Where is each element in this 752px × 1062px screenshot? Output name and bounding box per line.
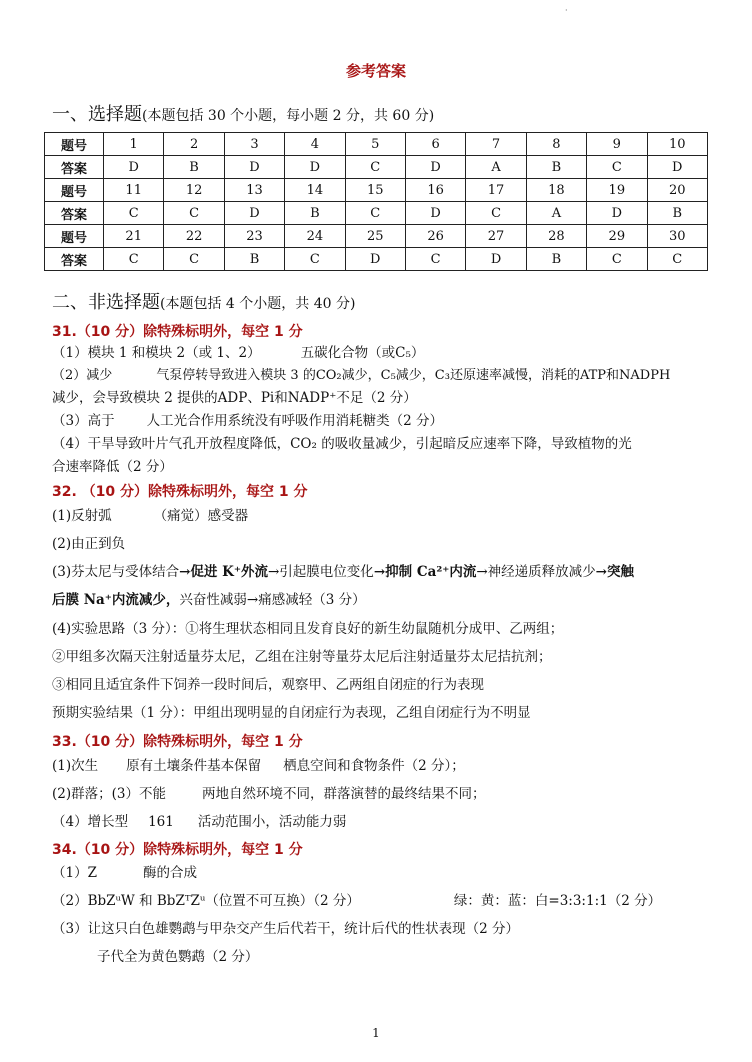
q33-line3 [52,813,712,831]
q34-l2a: （2）BbZᵘW 和 BbZᵀZᵘ（位置不可互换）（2 分） [52,893,360,909]
q34-line3: （3）让这只白色雄鹦鹉与甲杂交产生后代若干，统计后代的性状表现（2 分） [52,921,519,937]
q32-l4-2: 兴奋性减弱→痛感减轻（3 分） [179,592,366,608]
page-number: 1 [372,1026,380,1040]
q34-l1a: （1）Z [52,865,97,881]
answer-cell: B [526,156,586,179]
section2-heading [52,288,355,314]
q32-l3-3: →引起膜电位变化 [268,564,374,580]
q31-line6: 合速率降低（2 分） [52,459,173,475]
q32-heading: 32. （10 分）除特殊标明外，每空 1 分 [52,484,308,500]
q34-line1 [52,864,712,882]
question-number-cell: 20 [647,179,707,202]
question-number-label: 题号 [45,133,104,156]
question-number-cell: 16 [405,179,465,202]
q31-line4 [52,412,712,430]
answer-cell: D [345,248,405,271]
answer-cell: B [164,156,224,179]
q31-l2b: 气泵停转导致进入模块 3 的CO₂减少，C₅减少，C₃还原速率减慢，消耗的ATP和NADPH [156,368,671,383]
question-number-cell: 7 [466,133,526,156]
answer-cell: A [466,156,526,179]
question-number-cell: 24 [285,225,345,248]
answer-cell: D [285,156,345,179]
q32-line8: 预期实验结果（1 分）：甲组出现明显的自闭症行为表现，乙组自闭症行为不明显 [52,705,531,721]
q34-line4: 子代全为黄色鹦鹉（2 分） [97,949,259,965]
question-number-row [45,179,708,202]
q33-heading: 33.（10 分）除特殊标明外，每空 1 分 [52,734,303,750]
answer-cell: C [587,156,647,179]
q34-line2 [52,892,712,910]
question-number-cell: 27 [466,225,526,248]
q32-line3 [52,563,712,581]
question-number-cell: 9 [587,133,647,156]
question-number-cell: 15 [345,179,405,202]
question-number-cell: 3 [224,133,284,156]
question-number-cell: 12 [164,179,224,202]
answer-cell: D [224,156,284,179]
question-number-cell: 8 [526,133,586,156]
q33-l3c: 活动范围小，活动能力弱 [197,814,347,830]
answer-cell: C [164,248,224,271]
question-number-cell: 1 [104,133,164,156]
q32-line1 [52,507,712,525]
q33-l3a: （4）增长型 [52,814,129,830]
question-number-cell: 11 [104,179,164,202]
q31-l4a: （3）高于 [52,413,115,429]
q32-l3-5: →神经递质释放减少 [476,564,596,580]
q31-heading: 31.（10 分）除特殊标明外，每空 1 分 [52,324,303,340]
q31-l4b: 人工光合作用系统没有呼吸作用消耗糖类（2 分） [146,413,443,429]
q31-line1 [52,344,712,362]
q34-l1b: 酶的合成 [142,865,197,881]
answer-cell: D [104,156,164,179]
q31-l2a: （2）减少 [52,368,113,383]
q33-l1a: (1)次生 [52,758,99,774]
question-number-cell: 30 [647,225,707,248]
answer-cell: C [587,248,647,271]
answer-cell: C [104,248,164,271]
answer-cell: D [405,202,465,225]
q32-l3-6: →突触 [595,564,634,580]
question-number-row [45,225,708,248]
answer-cell: A [526,202,586,225]
q33-l1c: 栖息空间和食物条件（2 分）； [283,758,465,774]
q31-l1b: 五碳化合物（或C₅） [300,345,425,361]
question-number-cell: 14 [285,179,345,202]
answer-cell: C [345,202,405,225]
answer-cell: B [285,202,345,225]
q32-line6: ②甲组多次隔天注射适量芬太尼，乙组在注射等量芬太尼后注射适量芬太尼拮抗剂； [52,649,552,665]
answer-cell: C [466,202,526,225]
section1-note: (本题包括 30 个小题，每小题 2 分，共 60 分) [142,108,435,124]
question-number-row [45,133,708,156]
answer-cell: C [647,248,707,271]
q32-l3-1: (3)芬太尼与受体结合 [52,564,180,580]
question-number-cell: 17 [466,179,526,202]
q32-line4 [52,591,712,609]
answer-label: 答案 [45,156,104,179]
answer-cell: D [466,248,526,271]
q32-l1b: （痛觉）感受器 [153,508,249,524]
question-number-cell: 29 [587,225,647,248]
q33-l1b: 原有土壤条件基本保留 [126,758,262,774]
q33-line2 [52,785,712,803]
q33-l3b: 161 [148,814,174,830]
question-number-cell: 18 [526,179,586,202]
answer-cell: D [405,156,465,179]
page-title: 参考答案 [345,62,406,80]
q31-line3: 减少，会导致模块 2 提供的ADP、Pi和NADP⁺不足（2 分） [52,390,417,406]
question-number-cell: 21 [104,225,164,248]
answer-cell: C [345,156,405,179]
question-number-cell: 22 [164,225,224,248]
q32-l4-1: 后膜 Na⁺内流减少， [52,592,180,608]
answer-cell: B [526,248,586,271]
answer-row [45,248,708,271]
q32-l3-2: →促进 K⁺外流 [179,564,268,580]
q34-l2b: 绿：黄：蓝：白=3:3:1:1（2 分） [453,893,662,909]
answer-label: 答案 [45,248,104,271]
q32-l3-4: →抑制 Ca²⁺内流 [373,564,477,580]
question-number-cell: 25 [345,225,405,248]
answer-row [45,156,708,179]
question-number-cell: 5 [345,133,405,156]
section2-title: 二、非选择题 [52,292,160,313]
answer-cell: C [104,202,164,225]
question-number-cell: 19 [587,179,647,202]
q32-line7: ③相同且适宜条件下饲养一段时间后，观察甲、乙两组自闭症的行为表现 [52,677,484,693]
q32-line2: (2)由正到负 [52,536,126,552]
answer-cell: D [587,202,647,225]
question-number-cell: 28 [526,225,586,248]
q33-line1 [52,757,712,775]
question-number-cell: 23 [224,225,284,248]
question-number-cell: 2 [164,133,224,156]
scan-dot: · [565,6,568,15]
answer-cell: C [164,202,224,225]
answer-cell: C [285,248,345,271]
q31-line5: （4）干旱导致叶片气孔开放程度降低，CO₂ 的吸收量减少，引起暗反应速率下降，导致植物的光 [52,436,632,452]
q31-l1a: （1）模块 1 和模块 2（或 1、2） [52,345,261,361]
q33-l2a: (2)群落；(3）不能 [52,786,166,802]
answer-table [44,132,708,271]
question-number-label: 题号 [45,225,104,248]
q33-l2b: 两地自然环境不同，群落演替的最终结果不同； [201,786,486,802]
answer-row [45,202,708,225]
section2-note: (本题包括 4 个小题，共 40 分) [160,296,356,312]
answer-cell: B [224,248,284,271]
section1-heading [52,100,434,126]
q32-l1a: (1)反射弧 [52,508,112,524]
section1-title: 一、选择题 [52,104,142,125]
question-number-cell: 13 [224,179,284,202]
answer-cell: C [405,248,465,271]
question-number-cell: 6 [405,133,465,156]
answer-cell: D [224,202,284,225]
q31-line2 [52,367,712,385]
question-number-label: 题号 [45,179,104,202]
question-number-cell: 4 [285,133,345,156]
q34-heading: 34.（10 分）除特殊标明外，每空 1 分 [52,842,303,858]
question-number-cell: 26 [405,225,465,248]
q32-line5: (4)实验思路（3 分）：①将生理状态相同且发育良好的新生幼鼠随机分成甲、乙两组； [52,621,564,637]
answer-label: 答案 [45,202,104,225]
answer-cell: B [647,202,707,225]
answer-cell: D [647,156,707,179]
question-number-cell: 10 [647,133,707,156]
